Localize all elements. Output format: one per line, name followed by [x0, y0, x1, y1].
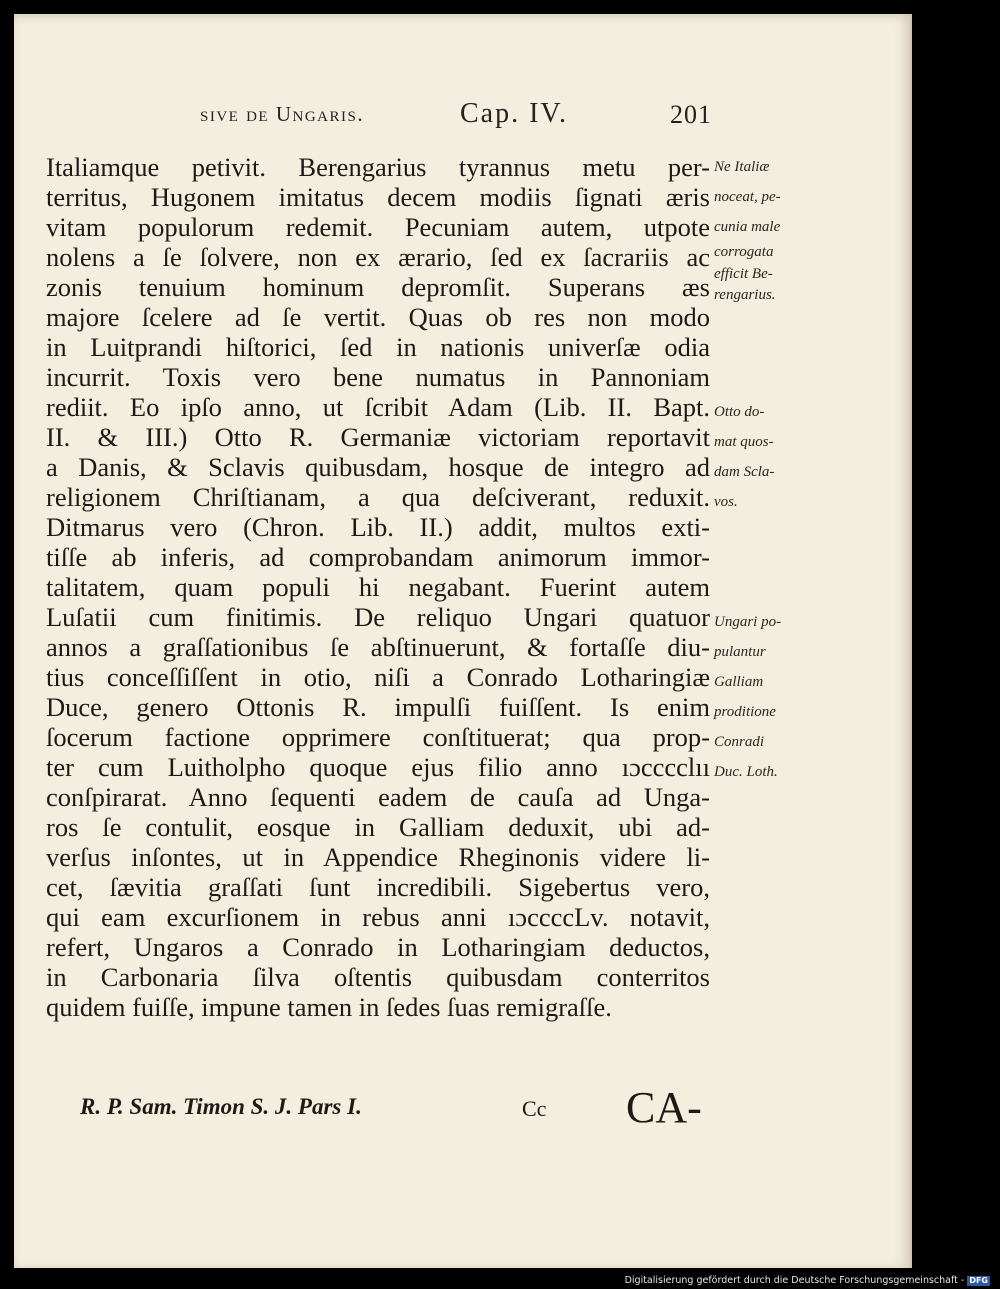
body-text	[46, 152, 710, 1022]
text-line: cet, ſævitia graſſati ſunt incredibili. Sigebertus vero,	[46, 872, 710, 902]
text-line: tiſſe ab inferis, ad comprobandam animorum immor-	[46, 542, 710, 572]
page-footer	[80, 1082, 720, 1138]
text-line: talitatem, quam populi hi negabant. Fuerint autem	[46, 572, 710, 602]
page-number: 201	[670, 100, 712, 129]
text-line: ſocerum factione opprimere conſtituerat; qua prop-	[46, 722, 710, 752]
text-line: Ditmarus vero (Chron. Lib. II.) addit, multos exti-	[46, 512, 710, 542]
text-line: conſpirarat. Anno ſequenti eadem de cauſa ad Unga-	[46, 782, 710, 812]
marginal-note-line: noceat, pe-	[714, 189, 781, 205]
text-line: vitam populorum redemit. Pecuniam autem, utpote	[46, 212, 710, 242]
marginal-note-line: rengarius.	[714, 287, 776, 303]
text-line: in Luitprandi hiſtorici, ſed in nationis univerſæ odia	[46, 332, 710, 362]
marginal-note-line: efficit Be-	[714, 265, 773, 282]
text-line: incurrit. Toxis vero bene numatus in Pannoniam	[46, 362, 710, 392]
marginal-note-line: Ungari po-	[714, 613, 782, 630]
catchword: CA-	[626, 1083, 702, 1132]
text-line: Luſatii cum finitimis. De reliquo Ungari quatuor	[46, 602, 710, 632]
text-line: refert, Ungaros a Conrado in Lotharingiam deductos,	[46, 932, 710, 962]
marginal-note-line: cunia male	[714, 219, 781, 235]
running-title: sive de Ungaris.	[200, 102, 365, 126]
text-line: territus, Hugonem imitatus decem modiis ſignati æris	[46, 182, 710, 212]
printer-signature-mark: Cc	[522, 1096, 547, 1121]
marginal-note-line: pulantur	[714, 643, 766, 660]
page-edge	[910, 14, 912, 1268]
text-line: ter cum Luitholpho quoque ejus filio anno ıɔcccclıı	[46, 752, 710, 782]
text-line: a Danis, & Sclavis quibusdam, hosque de integro ad	[46, 452, 710, 482]
marginal-note-line: Galliam	[714, 673, 764, 690]
marginal-note-line	[714, 307, 824, 337]
digitization-credit	[625, 1275, 990, 1287]
text-line: majore ſcelere ad ſe vertit. Quas ob res non modo	[46, 302, 710, 332]
marginal-note-line	[714, 337, 824, 367]
author-signature-line: R. P. Sam. Timon S. J. Pars I.	[80, 1094, 362, 1119]
text-line: ros ſe contulit, eosque in Galliam deduxit, ubi ad-	[46, 812, 710, 842]
text-line: II. & III.) Otto R. Germaniæ victoriam reportavit	[46, 422, 710, 452]
text-line: rediit. Eo ipſo anno, ut ſcribit Adam (Lib. II. Bapt.	[46, 392, 710, 422]
marginal-note-line: mat quos-	[714, 433, 774, 450]
text-line: quidem fuiſſe, impune tamen in ſedes ſuas remigraſſe.	[46, 992, 612, 1022]
marginal-note-line: Duc. Loth.	[714, 763, 778, 780]
text-line: qui eam excurſionem in rebus anni ıɔccccLv. notavit,	[46, 902, 710, 932]
credit-text: Digitalisierung gefördert durch die Deutsche Forschungsgemeinschaft -	[624, 1275, 965, 1286]
marginal-note-line: Otto do-	[714, 403, 765, 420]
marginal-note-line	[714, 547, 824, 577]
marginal-note-line: Conradi	[714, 733, 765, 750]
text-line: verſus inſontes, ut in Appendice Rheginonis videre li-	[46, 842, 710, 872]
text-line: in Carbonaria ſilva oſtentis quibusdam conterritos	[46, 962, 710, 992]
marginal-note-line	[714, 517, 824, 547]
text-line: Italiamque petivit. Berengarius tyrannus metu per-	[46, 152, 710, 182]
marginal-note-line: Ne Italiæ	[714, 159, 770, 175]
marginal-note-line: proditione	[714, 703, 776, 720]
text-line: zonis tenuium hominum depromſit. Superans æs	[46, 272, 710, 302]
marginal-notes	[714, 152, 824, 787]
text-line: tius conceſſiſſent in otio, niſi a Conrado Lotharingiæ	[46, 662, 710, 692]
marginal-note-line: dam Scla-	[714, 463, 775, 480]
marginal-note-line	[714, 367, 824, 397]
marginal-note-line: corrogata	[714, 244, 774, 260]
text-line: annos a graſſationibus ſe abſtinuerunt, & fortaſſe diu-	[46, 632, 710, 662]
text-line: religionem Chriſtianam, a qua deſciverant, reduxit.	[46, 482, 710, 512]
chapter-heading: Cap. IV.	[460, 98, 569, 129]
marginal-note-line	[714, 577, 824, 607]
marginal-note-line: vos.	[714, 493, 738, 510]
text-line: Duce, genero Ottonis R. impulſi fuiſſent. Is enim	[46, 692, 710, 722]
dfg-logo: DFG	[969, 1276, 988, 1285]
text-line: nolens a ſe ſolvere, non ex ærario, ſed ex ſacrariis ac	[46, 242, 710, 272]
page-header	[200, 98, 712, 132]
